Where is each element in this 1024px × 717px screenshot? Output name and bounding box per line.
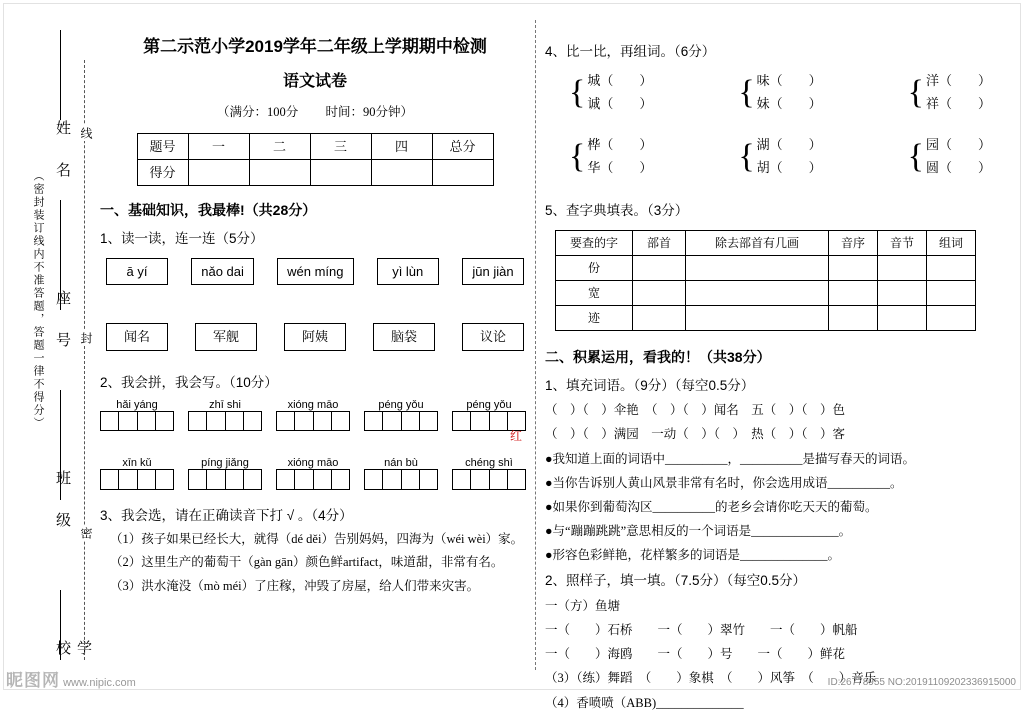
write-row: [100, 397, 530, 446]
tianzige-cell[interactable]: [401, 411, 420, 432]
tianzige-cell[interactable]: [313, 411, 332, 432]
write-grid: [100, 397, 530, 490]
seal-label-line: 线: [79, 127, 93, 139]
compare-group: [908, 70, 991, 116]
seal-dashed-line: [84, 60, 85, 660]
write-row: [100, 455, 530, 490]
compare-group: [738, 70, 821, 116]
compare-item[interactable]: 圆（ ）: [925, 159, 991, 175]
bullet-line[interactable]: ●如果你到葡萄沟区__________的老乡会请你吃天天的葡萄。: [545, 500, 878, 515]
brace-icon: {: [569, 74, 586, 112]
tianzige-cell[interactable]: [364, 469, 383, 490]
dict-header: 组词: [927, 230, 976, 255]
brace-icon: {: [907, 74, 924, 112]
fill-line[interactable]: （ ）（ ）伞艳 （ ）（ ）闻名 五（ ）（ ）色: [545, 402, 846, 417]
write-pinyin: xióng māo: [287, 457, 339, 470]
write-item: [276, 455, 350, 490]
compare-row-top: [545, 70, 1005, 116]
bullet-line[interactable]: ●形容色彩鲜艳，花样繁多的词语是______________。: [545, 548, 841, 563]
pinyin-box[interactable]: yì lùn: [377, 258, 439, 286]
image-id-watermark: ID:26778955 NO:20191109202336915000: [827, 677, 1016, 688]
write-pinyin: nán bù: [384, 457, 418, 470]
write-item: [452, 397, 526, 446]
tianzige[interactable]: [188, 469, 262, 490]
seal-note: （密封装订线内不准答题，答题一律不得分）: [32, 170, 44, 430]
tianzige-cell[interactable]: [452, 411, 471, 432]
fill-line[interactable]: （3）（练）舞蹈 （ ）象棋 （ ）风筝 （ ）音乐: [545, 671, 877, 686]
tianzige-cell[interactable]: [155, 411, 174, 432]
write-pinyin: péng yǒu: [378, 398, 424, 411]
tianzige[interactable]: [452, 469, 526, 490]
word-box[interactable]: 闻名: [106, 323, 168, 351]
tianzige-cell[interactable]: [188, 469, 207, 490]
exam-meta: [100, 103, 530, 122]
section-two-q1-title: 1、填充词语。（9分）（每空0.5分）: [545, 377, 755, 393]
write-item: [364, 455, 438, 490]
question-3-item: （2）这里生产的葡萄干（gàn gān）颜色鲜artifact，味道甜，非常有名。: [110, 555, 504, 570]
dict-input-cell[interactable]: [829, 280, 878, 305]
compare-group: [738, 134, 821, 180]
dict-header: 部首: [633, 230, 686, 255]
tianzige-cell[interactable]: [294, 411, 313, 432]
dict-input-cell[interactable]: [686, 255, 829, 280]
bullet-line[interactable]: ●当你告诉别人黄山风景非常有名时，你会选用成语__________。: [545, 476, 903, 491]
compare-item[interactable]: 祥（ ）: [925, 96, 991, 111]
compare-items: [926, 70, 991, 116]
bullet-line[interactable]: ●与“蹦蹦跳跳”意思相反的一个词语是______________。: [545, 524, 852, 539]
example-line: 一（方）鱼塘: [545, 598, 621, 613]
score-input-cell[interactable]: [371, 160, 432, 186]
table-row: [556, 305, 976, 330]
question-3-title: 3、我会选，请在正确读音下打 √ 。（4分）: [100, 507, 353, 523]
tianzige[interactable]: [100, 411, 174, 432]
pinyin-row: [106, 258, 524, 286]
tianzige-cell[interactable]: [243, 411, 262, 432]
write-item: [188, 455, 262, 490]
question-3-item: （1）孩子如果已经长大，就得（dé děi）告别妈妈，四海为（wéi wèi）家。: [110, 532, 524, 546]
tianzige-cell[interactable]: [206, 411, 225, 432]
dict-input-cell[interactable]: [878, 280, 927, 305]
watermark-logo: 昵图网: [6, 671, 60, 690]
write-item: [276, 397, 350, 446]
seal-strip: [0, 0, 95, 693]
tianzige-cell[interactable]: [294, 469, 313, 490]
dict-char-cell: 份: [556, 255, 633, 280]
compare-item[interactable]: 妹（ ）: [756, 96, 822, 111]
tianzige-cell[interactable]: [155, 469, 174, 490]
compare-item[interactable]: 味（ ）: [756, 73, 822, 89]
compare-items: [587, 70, 652, 116]
dict-input-cell[interactable]: [878, 305, 927, 330]
compare-items: [757, 70, 822, 116]
word-box[interactable]: 脑袋: [373, 323, 435, 351]
dict-header: 除去部首有几画: [686, 230, 829, 255]
table-row: [137, 160, 493, 186]
seal-divider-1: [60, 30, 61, 120]
compare-items: [587, 134, 652, 180]
brace-icon: {: [738, 74, 755, 112]
compare-item[interactable]: 湖（ ）: [756, 136, 822, 152]
bullet-line[interactable]: ●我知道上面的词语中__________，__________是描写春天的词语。: [545, 452, 916, 467]
dict-input-cell[interactable]: [633, 280, 686, 305]
dict-input-cell[interactable]: [686, 280, 829, 305]
dict-input-cell[interactable]: [927, 280, 976, 305]
write-item: [100, 455, 174, 490]
page-title: 第二示范小学2019学年二年级上学期期中检测: [143, 37, 487, 56]
tianzige-cell[interactable]: [364, 411, 383, 432]
tianzige-cell[interactable]: [137, 469, 156, 490]
pinyin-box[interactable]: wén míng: [277, 258, 353, 286]
tianzige-cell[interactable]: [118, 469, 137, 490]
tianzige-cell[interactable]: [452, 469, 471, 490]
compare-items: [757, 134, 822, 180]
dict-input-cell[interactable]: [927, 255, 976, 280]
right-column: [545, 0, 1005, 717]
seal-field-seat: 座 号: [54, 290, 71, 353]
word-box[interactable]: 军舰: [195, 323, 257, 351]
question-5-title: 5、查字典填表。（3分）: [545, 203, 689, 219]
dict-char-cell: 迹: [556, 305, 633, 330]
tianzige-cell[interactable]: [118, 411, 137, 432]
dict-header: 音节: [878, 230, 927, 255]
write-pinyin: xīn kǔ: [122, 457, 152, 470]
tianzige[interactable]: [100, 469, 174, 490]
dict-input-cell[interactable]: [829, 305, 878, 330]
tianzige-cell[interactable]: [276, 411, 295, 432]
score-table: [137, 133, 494, 186]
tianzige-cell[interactable]: [507, 469, 526, 490]
compare-group: [569, 134, 652, 180]
dict-char-cell: 宽: [556, 280, 633, 305]
write-pinyin: zhī shi: [209, 398, 241, 411]
dictionary-table: [555, 230, 976, 331]
full-score-label: （满分：100分: [217, 104, 299, 119]
tianzige-cell[interactable]: [401, 469, 420, 490]
compare-item[interactable]: 桦（ ）: [587, 136, 653, 152]
seal-field-school: 学 校: [54, 640, 92, 682]
write-item: [188, 397, 262, 446]
compare-item[interactable]: 园（ ）: [925, 136, 991, 152]
tianzige-cell[interactable]: [100, 411, 119, 432]
compare-item[interactable]: 诚（ ）: [587, 96, 653, 111]
tianzige-cell[interactable]: [331, 469, 350, 490]
section-two-q2-title: 2、照样子，填一填。（7.5分）（每空0.5分）: [545, 573, 807, 589]
compare-group: [908, 134, 991, 180]
table-row: [137, 134, 493, 160]
table-row: [556, 255, 976, 280]
fill-line[interactable]: 一（ ）海鸥 一（ ）号 一（ ）鲜花: [545, 647, 846, 661]
watermark-url: www.nipic.com: [63, 677, 136, 689]
pinyin-box[interactable]: ā yí: [106, 258, 168, 286]
dict-input-cell[interactable]: [829, 255, 878, 280]
dict-input-cell[interactable]: [878, 255, 927, 280]
write-pinyin: píng jiǎng: [201, 457, 249, 470]
tianzige-cell[interactable]: [206, 469, 225, 490]
question-3-item: （3）洪水淹没（mò méi）了庄稼，冲毁了房屋，给人们带来灾害。: [110, 578, 480, 593]
write-pinyin: chéng shì: [465, 457, 513, 470]
tianzige-cell[interactable]: [276, 469, 295, 490]
score-cell: 得分: [137, 160, 188, 186]
red-annotation: 红: [509, 429, 522, 444]
tianzige-cell[interactable]: [225, 411, 244, 432]
tianzige-cell[interactable]: [470, 469, 489, 490]
compare-row-bottom: [545, 134, 1005, 180]
tianzige-cell[interactable]: [419, 411, 438, 432]
compare-item[interactable]: 城（ ）: [587, 73, 653, 89]
seal-label-mi: 密: [79, 527, 93, 539]
compare-items: [926, 134, 991, 180]
tianzige[interactable]: [188, 411, 262, 432]
tianzige[interactable]: [364, 411, 438, 432]
fill-line[interactable]: （4）香喷喷（ABB)______________: [545, 695, 744, 710]
compare-item[interactable]: 胡（ ）: [756, 159, 822, 175]
tianzige[interactable]: [364, 469, 438, 490]
compare-item[interactable]: 华（ ）: [587, 159, 653, 175]
brace-icon: {: [569, 137, 586, 175]
score-input-cell[interactable]: [432, 160, 493, 186]
tianzige-cell[interactable]: [489, 469, 508, 490]
tianzige-cell[interactable]: [188, 411, 207, 432]
question-4-title: 4、比一比，再组词。（6分）: [545, 44, 716, 59]
pinyin-box[interactable]: nǎo dai: [191, 258, 254, 286]
score-cell: 总分: [432, 134, 493, 160]
word-box[interactable]: 议论: [462, 323, 524, 351]
tianzige-cell[interactable]: [382, 469, 401, 490]
tianzige-cell[interactable]: [225, 469, 244, 490]
score-input-cell[interactable]: [249, 160, 310, 186]
word-box[interactable]: 阿姨: [284, 323, 346, 351]
score-cell: 一: [188, 134, 249, 160]
brace-icon: {: [738, 137, 755, 175]
table-row: [556, 280, 976, 305]
tianzige-cell[interactable]: [382, 411, 401, 432]
pinyin-box[interactable]: jūn jiàn: [462, 258, 524, 286]
time-label: 时间：90分钟）: [325, 104, 413, 119]
score-cell: 二: [249, 134, 310, 160]
score-cell: 三: [310, 134, 371, 160]
score-input-cell[interactable]: [310, 160, 371, 186]
seal-label-feng: 封: [79, 332, 93, 344]
score-input-cell[interactable]: [188, 160, 249, 186]
dict-input-cell[interactable]: [927, 305, 976, 330]
tianzige-cell[interactable]: [137, 411, 156, 432]
column-divider: [535, 20, 536, 670]
dict-input-cell[interactable]: [686, 305, 829, 330]
tianzige[interactable]: [276, 411, 350, 432]
tianzige-cell[interactable]: [243, 469, 262, 490]
seal-field-name: 姓 名: [54, 120, 71, 183]
question-2-title: 2、我会拼，我会写。（10分）: [100, 374, 278, 390]
tianzige-cell[interactable]: [100, 469, 119, 490]
tianzige-cell[interactable]: [470, 411, 489, 432]
tianzige[interactable]: [276, 469, 350, 490]
seal-field-class: 班 级: [54, 470, 71, 533]
left-column: [100, 0, 530, 596]
brace-icon: {: [907, 137, 924, 175]
dict-input-cell[interactable]: [633, 305, 686, 330]
table-row: [556, 230, 976, 255]
question-1-title: 1、读一读，连一连（5分）: [100, 231, 264, 247]
fill-line[interactable]: （ ）（ ）满园 一动（ ）（ ） 热（ ）（ ）客: [545, 427, 846, 441]
page-subtitle: 语文试卷: [282, 72, 347, 90]
tianzige-cell[interactable]: [489, 411, 508, 432]
word-row: [106, 323, 524, 351]
dict-input-cell[interactable]: [633, 255, 686, 280]
section-one-heading: 一、基础知识，我最棒!（共28分）: [100, 202, 317, 219]
score-cell: 题号: [137, 134, 188, 160]
dict-header: 要查的字: [556, 230, 633, 255]
write-item: [452, 455, 526, 490]
section-two-heading: 二、积累运用，看我的！（共38分）: [545, 348, 771, 365]
write-item: [364, 397, 438, 446]
compare-group: [569, 70, 652, 116]
dict-header: 音序: [829, 230, 878, 255]
write-pinyin: hǎi yáng: [116, 398, 158, 411]
write-item: [100, 397, 174, 446]
compare-item[interactable]: 洋（ ）: [925, 73, 991, 89]
tianzige-cell[interactable]: [313, 469, 332, 490]
site-watermark: [6, 666, 136, 691]
write-pinyin: xióng māo: [287, 398, 339, 411]
score-cell: 四: [371, 134, 432, 160]
tianzige-cell[interactable]: [331, 411, 350, 432]
write-pinyin: péng yǒu: [466, 398, 512, 411]
fill-line[interactable]: 一（ ）石桥 一（ ）翠竹 一（ ）帆船: [545, 622, 858, 637]
tianzige-cell[interactable]: [419, 469, 438, 490]
